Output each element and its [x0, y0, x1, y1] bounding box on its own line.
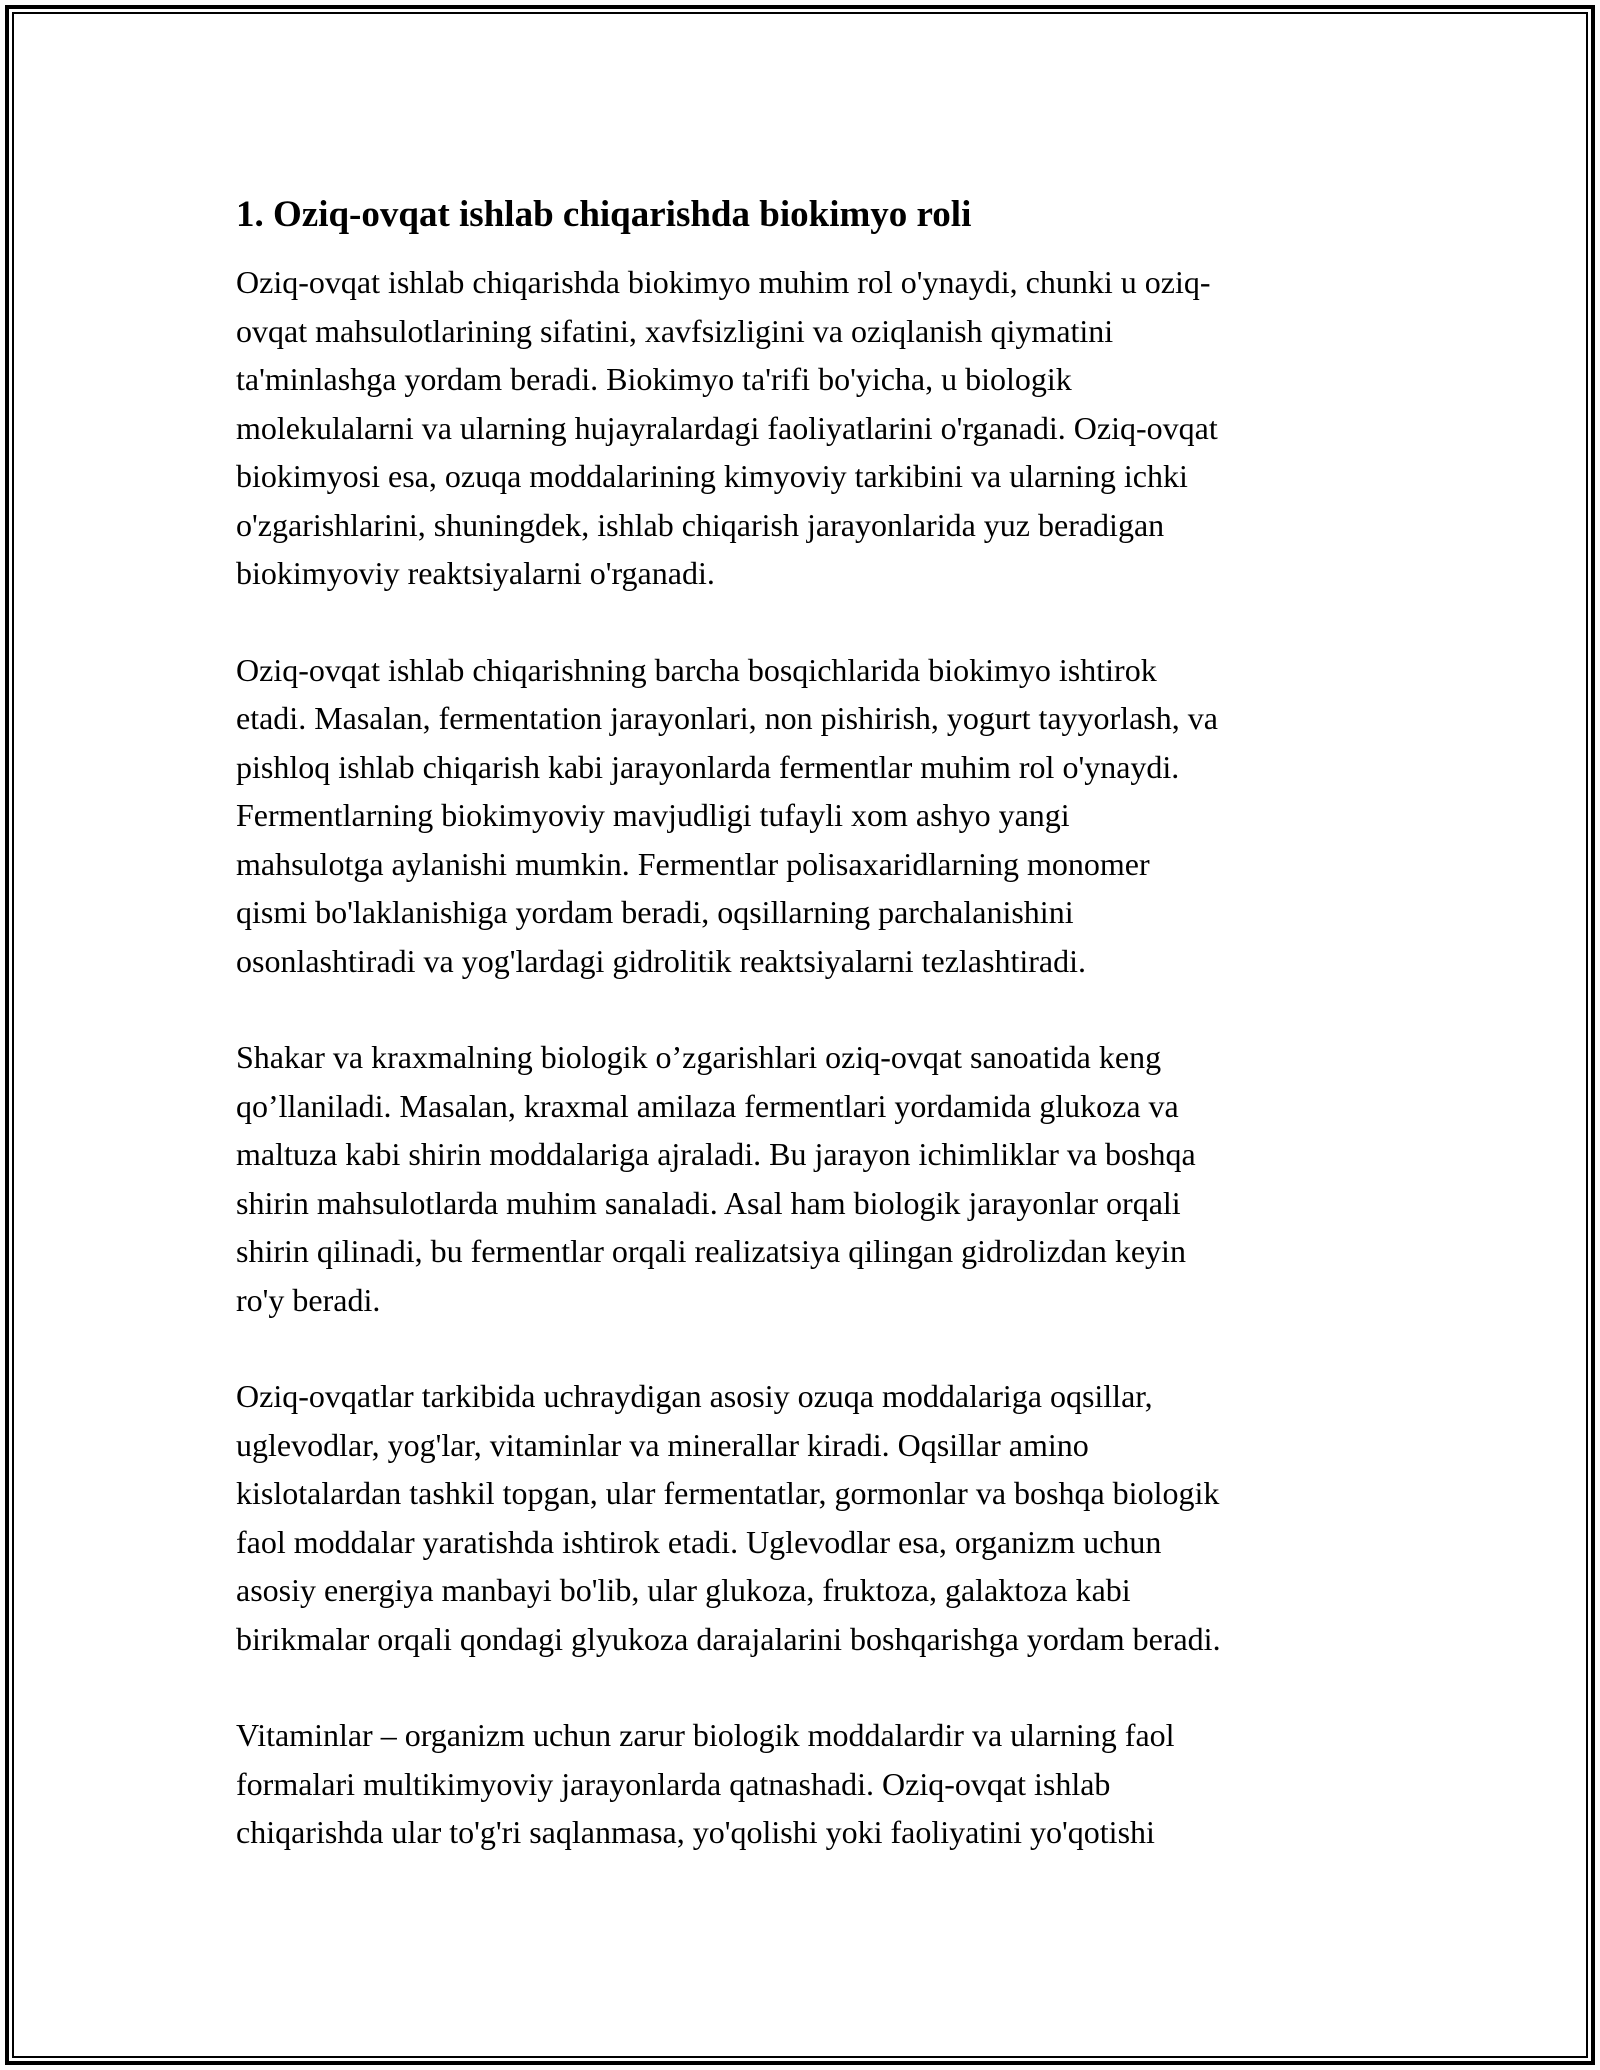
paragraph-line: qo’llaniladi. Masalan, kraxmal amilaza fermentlari yordamida glukoza va [236, 1087, 1179, 1124]
paragraph-line: formalari multikimyoviy jarayonlarda qatnashadi. Oziq-ovqat ishlab [236, 1765, 1111, 1802]
paragraph-line: Shakar va kraxmalning biologik o’zgarishlari oziq-ovqat sanoatida keng [236, 1039, 1162, 1075]
paragraph-line: etadi. Masalan, fermentation jarayonlari, non pishirish, yogurt tayyorlash, va [236, 700, 1218, 736]
paragraph-line: shirin mahsulotlarda muhim sanaladi. Asal ham biologik jarayonlar orqali [236, 1184, 1181, 1221]
section-title: 1. Oziq-ovqat ishlab chiqarishda biokimyo roli [236, 194, 972, 235]
paragraph-line: Oziq-ovqat ishlab chiqarishning barcha bosqichlarida biokimyo ishtirok [236, 651, 1157, 688]
paragraph-line: chiqarishda ular to'g'ri saqlanmasa, yo'qolishi yoki faoliyatini yo'qotishi [236, 1814, 1155, 1850]
paragraph [236, 1033, 1386, 1324]
paragraph-line: Oziq-ovqat ishlab chiqarishda biokimyo muhim rol o'ynaydi, chunki u oziq- [236, 264, 1211, 300]
paragraph-line: kislotalardan tashkil topgan, ular fermentatlar, gormonlar va boshqa biologik [236, 1475, 1220, 1511]
paragraph-line: molekulalarni va ularning hujayralardagi faoliyatlarini o'rganadi. Oziq-ovqat [236, 409, 1218, 446]
paragraph-line: o'zgarishlarini, shuningdek, ishlab chiqarish jarayonlarida yuz beradigan [236, 506, 1165, 543]
paragraph-line: ta'minlashga yordam beradi. Biokimyo ta'rifi bo'yicha, u biologik [236, 361, 1072, 397]
paragraph-line: Oziq-ovqatlar tarkibida uchraydigan asosiy ozuqa moddalariga oqsillar, [236, 1378, 1153, 1414]
paragraph [236, 1711, 1386, 1857]
paragraph-line: birikmalar orqali qondagi glyukoza darajalarini boshqarishga yordam beradi. [236, 1620, 1221, 1657]
paragraph-line: Vitaminlar – organizm uchun zarur biologik moddalardir va ularning faol [236, 1717, 1175, 1753]
paragraph-line: uglevodlar, yog'lar, vitaminlar va minerallar kiradi. Oqsillar amino [236, 1426, 1089, 1463]
paragraph-line: ovqat mahsulotlarining sifatini, xavfsizligini va oziqlanish qiymatini [236, 312, 1114, 349]
paragraph-line: asosiy energiya manbayi bo'lib, ular glukoza, fruktoza, galaktoza kabi [236, 1572, 1131, 1608]
paragraph [236, 1372, 1386, 1663]
paragraph [236, 646, 1386, 986]
paragraph-list [236, 258, 1386, 1857]
paragraph-line: faol moddalar yaratishda ishtirok etadi. Uglevodlar esa, organizm uchun [236, 1523, 1162, 1560]
paragraph-line: ro'y beradi. [236, 1281, 381, 1318]
paragraph-line: biokimyoviy reaktsiyalarni o'rganadi. [236, 555, 715, 591]
paragraph-line: qismi bo'laklanishiga yordam beradi, oqsillarning parchalanishini [236, 894, 1074, 930]
paragraph-line: pishloq ishlab chiqarish kabi jarayonlarda fermentlar muhim rol o'ynaydi. [236, 748, 1180, 785]
paragraph-line: osonlashtiradi va yog'lardagi gidrolitik reaktsiyalarni tezlashtiradi. [236, 942, 1086, 979]
paragraph [236, 258, 1386, 598]
paragraph-line: shirin qilinadi, bu fermentlar orqali realizatsiya qilingan gidrolizdan keyin [236, 1233, 1186, 1269]
paragraph-line: maltuza kabi shirin moddalariga ajraladi. Bu jarayon ichimliklar va boshqa [236, 1136, 1196, 1172]
paragraph-line: Fermentlarning biokimyoviy mavjudligi tufayli xom ashyo yangi [236, 797, 1070, 833]
paragraph-line: mahsulotga aylanishi mumkin. Fermentlar polisaxaridlarning monomer [236, 845, 1150, 882]
document-body [236, 188, 1386, 1905]
paragraph-line: biokimyosi esa, ozuqa moddalarining kimyoviy tarkibini va ularning ichki [236, 458, 1188, 494]
